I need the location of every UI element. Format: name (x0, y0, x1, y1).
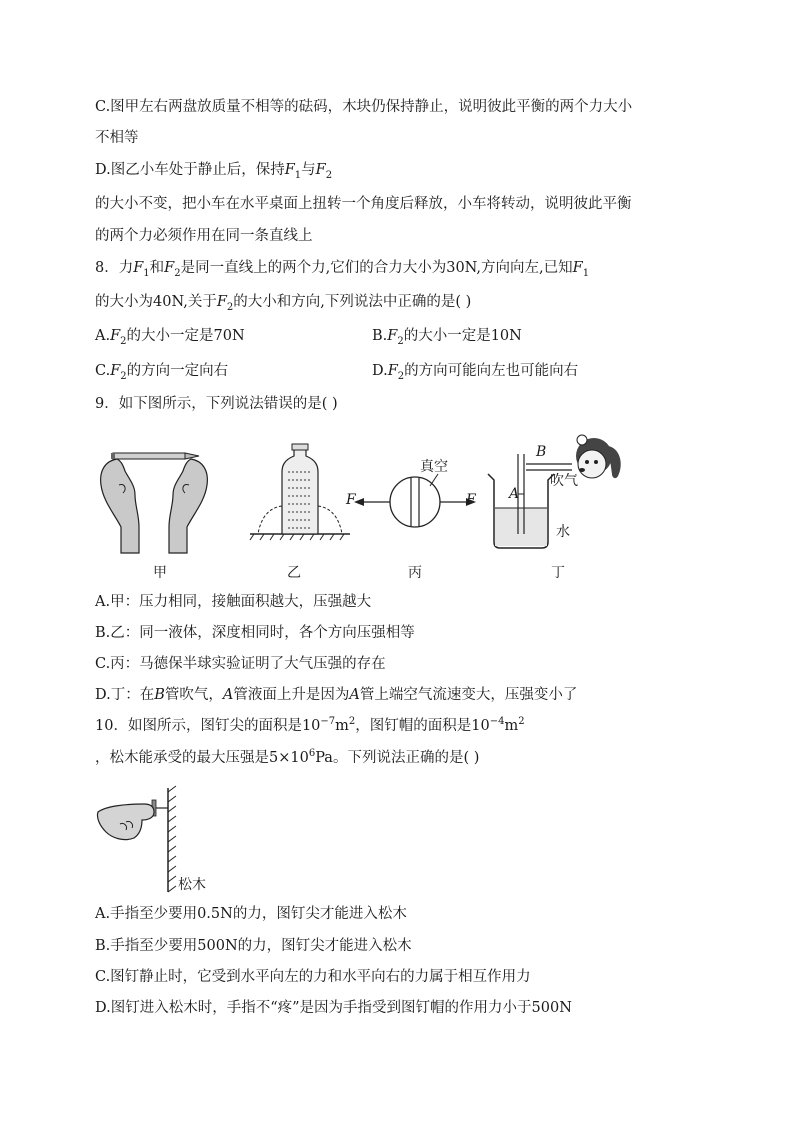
q8-option-c: $C.F_2$的方向一定向右 (95, 363, 229, 382)
label-tube-b: B (536, 444, 547, 460)
q8-stem-line2: 的大小为40N,关于$F_2$的大小和方向,下列说法中正确的是( ) (95, 294, 472, 313)
q10-option-d: D.图钉进入松木时，手指不“疼”是因为手指受到图钉帽的作用力小于500N (95, 1000, 572, 1016)
q9-option-c: C.丙：马德保半球实验证明了大气压强的存在 (95, 656, 386, 672)
q10-option-c: C.图钉静止时，它受到水平向左的力和水平向右的力属于相互作用力 (95, 969, 531, 985)
label-tube-a: A (509, 486, 520, 502)
q8-option-b: $B.F_2$的大小一定是10N (372, 328, 522, 347)
figure-jia-pencil-hands (95, 445, 235, 555)
q7-option-d-line3: 的两个力必须作用在同一条直线上 (95, 228, 313, 244)
caption-jia: 甲 (153, 565, 167, 581)
q9-option-a: A.甲：压力相同，接触面积越大，压强越大 (95, 594, 372, 610)
caption-yi: 乙 (287, 565, 301, 581)
label-blow: 吹气 (550, 473, 578, 489)
q8-option-d: $D.F_2$的方向可能向左也可能向右 (372, 363, 579, 382)
q10-option-b: B.手指至少要用500N的力，图钉尖才能进入松木 (95, 938, 412, 954)
label-pine-wood: 松木 (178, 877, 206, 893)
q9-option-d: D.丁：在B管吹气，A管液面上升是因为A管上端空气流速变大，压强变小了 (95, 687, 578, 703)
q10-stem-line2: ，松木能承受的最大压强是$5\times 10^6Pa$。下列说法正确的是( ) (95, 748, 480, 766)
q10-stem-line1: 10．如图所示，图钉尖的面积是$10^{-7}m^2$，图钉帽的面积是$10^{-4}m^2$ (95, 716, 525, 734)
label-force-right: F (466, 492, 476, 508)
q7-option-c-line2: 不相等 (95, 130, 139, 146)
q7-option-c-line1: C.图甲左右两盘放质量不相等的砝码，木块仍保持静止，说明彼此平衡的两个力大小 (95, 99, 633, 115)
q8-option-a: $A.F_2$的大小一定是70N (95, 328, 245, 347)
q7-option-d-line2: 的大小不变，把小车在水平桌面上扭转一个角度后释放，小车将转动，说明彼此平衡 (95, 196, 632, 212)
label-water: 水 (556, 524, 570, 540)
label-force-left: F (346, 492, 356, 508)
caption-bing: 丙 (408, 565, 422, 581)
figure-thumbtack-wood (96, 786, 186, 896)
q9-stem: 9．如下图所示，下列说法错误的是( ) (95, 396, 338, 412)
label-vacuum: 真空 (420, 459, 448, 475)
q7-option-d-line1: D.图乙小车处于静止后，保持$F_1$与$F_2$ (95, 162, 333, 181)
q9-option-b: B.乙：同一液体，深度相同时，各个方向压强相等 (95, 625, 415, 641)
figure-bing-hemispheres (340, 450, 490, 530)
q8-stem-line1: 8．力$F_1$和$F_2$是同一直线上的两个力,它们的合力大小为30N,方向向左,已知$F_1$ (95, 260, 590, 279)
q10-option-a: A.手指至少要用0.5N的力，图钉尖才能进入松木 (95, 906, 407, 922)
caption-ding: 丁 (551, 565, 565, 581)
